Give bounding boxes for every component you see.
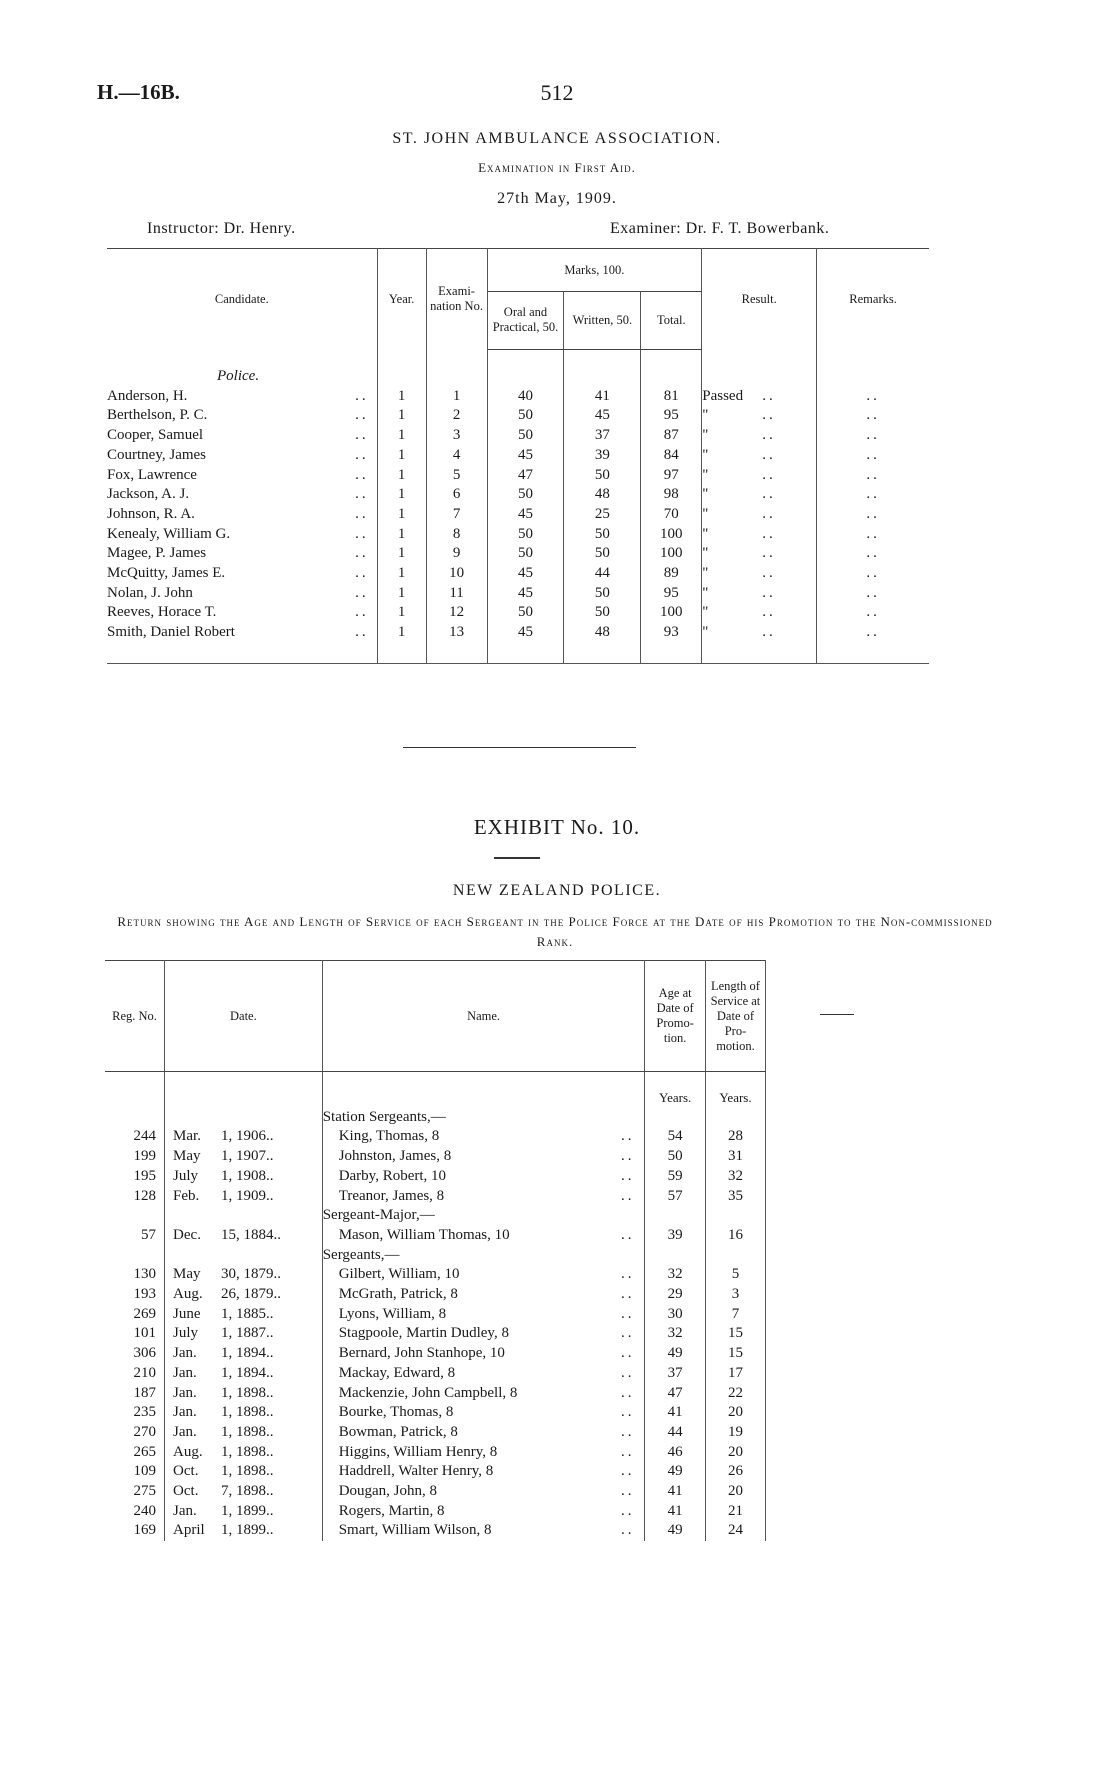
promotion-month: Dec. (173, 1226, 201, 1243)
candidate-year: 1 (377, 466, 426, 486)
sergeant-name: Treanor, James, 8 (338, 1187, 445, 1204)
sergeant-row: 109 Oct. 1, 1898.. Haddrell, Walter Henry, 8 .. 49 26 (105, 1462, 865, 1482)
age-at-promotion: 50 (645, 1147, 705, 1167)
age-at-promotion: 46 (645, 1443, 705, 1463)
sergeant-row: 199 May 1, 1907.. Johnston, James, 8 .. 50 31 (105, 1147, 865, 1167)
candidate-exam-no: 3 (426, 426, 487, 446)
reg-no: 269 (105, 1305, 165, 1325)
length-of-service: 20 (705, 1482, 765, 1502)
sergeant-name: McGrath, Patrick, 8 (338, 1286, 458, 1303)
result: " (702, 604, 709, 621)
oral-mark: 45 (487, 623, 564, 663)
candidate-name: Magee, P. James (107, 545, 207, 562)
candidate-exam-no: 2 (426, 406, 487, 426)
sergeant-row: 128 Feb. 1, 1909.. Treanor, James, 8 .. 57 35 (105, 1187, 865, 1207)
oral-mark: 45 (487, 446, 564, 466)
col-age: Age at Date of Promo-tion. (645, 961, 705, 1072)
sergeant-row: 235 Jan. 1, 1898.. Bourke, Thomas, 8 .. 41 20 (105, 1403, 865, 1423)
result: " (702, 466, 709, 483)
length-of-service: 32 (705, 1167, 765, 1187)
reg-no: 240 (105, 1502, 165, 1522)
promotion-month: May (173, 1148, 201, 1165)
written-mark: 50 (564, 544, 641, 564)
length-of-service: 15 (705, 1344, 765, 1364)
sergeant-row: 265 Aug. 1, 1898.. Higgins, William Henry, 8 .. 46 20 (105, 1443, 865, 1463)
sergeant-name: Bourke, Thomas, 8 (338, 1404, 454, 1421)
promotion-month: Oct. (173, 1463, 199, 1480)
reg-no: 199 (105, 1147, 165, 1167)
sergeant-row: 275 Oct. 7, 1898.. Dougan, John, 8 .. 41 20 (105, 1482, 865, 1502)
age-at-promotion: 37 (645, 1364, 705, 1384)
candidate-name: McQuitty, James E. (107, 565, 226, 582)
candidate-year: 1 (377, 603, 426, 623)
sergeant-row: 269 June 1, 1885.. Lyons, William, 8 .. 30 7 (105, 1305, 865, 1325)
col-remarks: Remarks. (817, 249, 929, 350)
reg-no: 101 (105, 1324, 165, 1344)
candidate-exam-no: 4 (426, 446, 487, 466)
reg-no: 193 (105, 1285, 165, 1305)
oral-mark: 40 (487, 387, 564, 407)
sergeant-row: 187 Jan. 1, 1898.. Mackenzie, John Campbell, 8 .. 47 22 (105, 1384, 865, 1404)
age-at-promotion: 54 (645, 1127, 705, 1147)
col-marks: Marks, 100. (487, 249, 702, 292)
examiner: Examiner: Dr. F. T. Bowerbank. (610, 220, 830, 237)
length-of-service: 16 (705, 1226, 765, 1246)
candidate-name: Jackson, A. J. (107, 486, 190, 503)
sergeant-row: 193 Aug. 26, 1879.. McGrath, Patrick, 8 .. 29 3 (105, 1285, 865, 1305)
length-of-service: 20 (705, 1443, 765, 1463)
age-at-promotion: 30 (645, 1305, 705, 1325)
age-at-promotion: 59 (645, 1167, 705, 1187)
oral-mark: 50 (487, 485, 564, 505)
age-at-promotion: 57 (645, 1187, 705, 1207)
sergeant-name: Smart, William Wilson, 8 (338, 1522, 492, 1539)
candidate-exam-no: 10 (426, 564, 487, 584)
reg-no: 235 (105, 1403, 165, 1423)
length-of-service: 17 (705, 1364, 765, 1384)
written-mark: 48 (564, 623, 641, 663)
promotion-day-year: 26, 1879.. (221, 1286, 282, 1303)
group-label: Station Sergeants,— (322, 1108, 645, 1128)
reg-no: 130 (105, 1265, 165, 1285)
length-of-service: 21 (705, 1502, 765, 1522)
written-mark: 50 (564, 603, 641, 623)
reg-no: 265 (105, 1443, 165, 1463)
col-date: Date. (165, 961, 323, 1072)
col-exam-no: Exami-nation No. (426, 249, 487, 350)
candidate-row: Jackson, A. J. .. 1 6 50 48 98 " .. .. (107, 485, 929, 505)
candidate-name: Reeves, Horace T. (107, 604, 217, 621)
age-at-promotion: 44 (645, 1423, 705, 1443)
col-extra (766, 961, 865, 1072)
sergeant-name: Bowman, Patrick, 8 (338, 1423, 458, 1440)
promotion-day-year: 1, 1898.. (221, 1443, 274, 1460)
result: " (702, 505, 709, 522)
col-written: Written, 50. (564, 292, 641, 350)
unit-service: Years. (705, 1072, 765, 1108)
promotion-month: June (173, 1305, 201, 1322)
promotion-month: Jan. (173, 1364, 197, 1381)
group-row (105, 1246, 865, 1266)
length-of-service: 20 (705, 1403, 765, 1423)
promotion-day-year: 1, 1906.. (221, 1128, 274, 1145)
written-mark: 37 (564, 426, 641, 446)
oral-mark: 50 (487, 525, 564, 545)
oral-mark: 45 (487, 584, 564, 604)
association-title: ST. JOHN AMBULANCE ASSOCIATION. (392, 130, 722, 147)
extra-column-dash (820, 1014, 854, 1015)
promotion-day-year: 1, 1898.. (221, 1423, 274, 1440)
candidate-row: Smith, Daniel Robert .. 1 13 45 48 93 " .. .. (107, 623, 929, 663)
promotion-day-year: 30, 1879.. (221, 1266, 282, 1283)
sergeant-name: Mackenzie, John Campbell, 8 (338, 1384, 518, 1401)
length-of-service: 5 (705, 1265, 765, 1285)
candidate-row: Kenealy, William G. .. 1 8 50 50 100 " .. .. (107, 525, 929, 545)
reg-no: 244 (105, 1127, 165, 1147)
candidate-year: 1 (377, 446, 426, 466)
total-mark: 95 (641, 406, 702, 426)
return-description: Return showing the Age and Length of Service of each Sergeant in the Police Force at the Date of his Promotion to the Non-commissioned Rank. (117, 914, 993, 949)
reg-no: 169 (105, 1521, 165, 1541)
promotion-month: Jan. (173, 1423, 197, 1440)
reg-no: 270 (105, 1423, 165, 1443)
total-mark: 70 (641, 505, 702, 525)
candidate-exam-no: 9 (426, 544, 487, 564)
candidate-year: 1 (377, 584, 426, 604)
length-of-service: 24 (705, 1521, 765, 1541)
promotion-month: Mar. (173, 1128, 201, 1145)
length-of-service: 22 (705, 1384, 765, 1404)
length-of-service: 7 (705, 1305, 765, 1325)
written-mark: 39 (564, 446, 641, 466)
sergeant-name: Rogers, Martin, 8 (338, 1502, 445, 1519)
oral-mark: 50 (487, 426, 564, 446)
candidate-row: McQuitty, James E. .. 1 10 45 44 89 " .. .. (107, 564, 929, 584)
promotion-month: Feb. (173, 1187, 200, 1204)
reg-no: 109 (105, 1462, 165, 1482)
document-reference: H.—16B. (97, 80, 180, 104)
sergeant-name: Haddrell, Walter Henry, 8 (338, 1463, 494, 1480)
promotion-month: Jan. (173, 1404, 197, 1421)
age-at-promotion: 47 (645, 1384, 705, 1404)
oral-mark: 50 (487, 406, 564, 426)
promotion-day-year: 1, 1894.. (221, 1345, 274, 1362)
candidate-name: Berthelson, P. C. (107, 407, 208, 424)
candidate-row: Cooper, Samuel .. 1 3 50 37 87 " .. .. (107, 426, 929, 446)
reg-no: 57 (105, 1226, 165, 1246)
candidate-name: Courtney, James (107, 446, 207, 463)
result: " (702, 565, 709, 582)
col-year: Year. (377, 249, 426, 350)
promotion-month: May (173, 1266, 201, 1283)
candidate-exam-no: 1 (426, 387, 487, 407)
candidate-row: Fox, Lawrence .. 1 5 47 50 97 " .. .. (107, 466, 929, 486)
total-mark: 89 (641, 564, 702, 584)
candidate-year: 1 (377, 505, 426, 525)
promotion-month: July (173, 1325, 199, 1342)
sergeant-name: King, Thomas, 8 (338, 1128, 440, 1145)
result: " (702, 624, 709, 641)
candidate-year: 1 (377, 564, 426, 584)
candidate-row: Berthelson, P. C. .. 1 2 50 45 95 " .. .. (107, 406, 929, 426)
total-mark: 97 (641, 466, 702, 486)
promotion-day-year: 1, 1909.. (221, 1187, 274, 1204)
candidate-row: Johnson, R. A. .. 1 7 45 25 70 " .. .. (107, 505, 929, 525)
oral-mark: 50 (487, 603, 564, 623)
total-mark: 100 (641, 603, 702, 623)
promotion-day-year: 1, 1894.. (221, 1364, 274, 1381)
promotion-day-year: 1, 1885.. (221, 1305, 274, 1322)
age-at-promotion: 32 (645, 1265, 705, 1285)
result: Passed (702, 387, 744, 404)
result: " (702, 427, 709, 444)
candidate-row: Reeves, Horace T. .. 1 12 50 50 100 " .. .. (107, 603, 929, 623)
exam-date: 27th May, 1909. (497, 190, 617, 207)
oral-mark: 47 (487, 466, 564, 486)
result: " (702, 446, 709, 463)
promotion-month: Jan. (173, 1345, 197, 1362)
col-result: Result. (702, 249, 817, 350)
candidate-row: Nolan, J. John .. 1 11 45 50 95 " .. .. (107, 584, 929, 604)
sergeant-name: Dougan, John, 8 (338, 1483, 438, 1500)
sergeant-row: 130 May 30, 1879.. Gilbert, William, 10 .. 32 5 (105, 1265, 865, 1285)
first-aid-table (107, 248, 929, 664)
candidate-name: Fox, Lawrence (107, 466, 197, 483)
candidate-row: Anderson, H. .. 1 1 40 41 81 Passed .. .. (107, 387, 929, 407)
candidate-exam-no: 6 (426, 485, 487, 505)
section-divider (403, 747, 636, 748)
written-mark: 25 (564, 505, 641, 525)
reg-no: 128 (105, 1187, 165, 1207)
instructor: Instructor: Dr. Henry. (147, 220, 296, 237)
oral-mark: 50 (487, 544, 564, 564)
total-mark: 100 (641, 525, 702, 545)
group-row (105, 1206, 865, 1226)
sergeant-row: 210 Jan. 1, 1894.. Mackay, Edward, 8 .. 37 17 (105, 1364, 865, 1384)
reg-no: 306 (105, 1344, 165, 1364)
age-at-promotion: 49 (645, 1462, 705, 1482)
group-label (107, 349, 377, 387)
candidate-name: Anderson, H. (107, 387, 188, 404)
promotion-month: Oct. (173, 1483, 199, 1500)
result: " (702, 525, 709, 542)
total-mark: 95 (641, 584, 702, 604)
promotion-month: Jan. (173, 1502, 197, 1519)
oral-mark: 45 (487, 564, 564, 584)
candidate-row: Courtney, James .. 1 4 45 39 84 " .. .. (107, 446, 929, 466)
candidate-year: 1 (377, 525, 426, 545)
age-at-promotion: 29 (645, 1285, 705, 1305)
age-at-promotion: 49 (645, 1521, 705, 1541)
sergeant-name: Bernard, John Stanhope, 10 (338, 1345, 505, 1362)
sergeant-name: Gilbert, William, 10 (338, 1266, 460, 1283)
reg-no: 275 (105, 1482, 165, 1502)
promotion-day-year: 1, 1898.. (221, 1463, 274, 1480)
age-at-promotion: 41 (645, 1482, 705, 1502)
group-label: Sergeants,— (322, 1246, 645, 1266)
candidate-year: 1 (377, 387, 426, 407)
col-name: Name. (322, 961, 645, 1072)
promotion-day-year: 1, 1898.. (221, 1384, 274, 1401)
candidate-year: 1 (377, 426, 426, 446)
sergeant-row: 195 July 1, 1908.. Darby, Robert, 10 .. 59 32 (105, 1167, 865, 1187)
length-of-service: 19 (705, 1423, 765, 1443)
sergeant-row: 169 April 1, 1899.. Smart, William Wilson, 8 .. 49 24 (105, 1521, 865, 1541)
candidate-row: Magee, P. James .. 1 9 50 50 100 " .. .. (107, 544, 929, 564)
result: " (702, 545, 709, 562)
oral-mark: 45 (487, 505, 564, 525)
candidate-year: 1 (377, 485, 426, 505)
result: " (702, 407, 709, 424)
candidate-exam-no: 13 (426, 623, 487, 663)
written-mark: 45 (564, 406, 641, 426)
promotion-day-year: 1, 1907.. (221, 1148, 274, 1165)
total-mark: 100 (641, 544, 702, 564)
promotion-month: Aug. (173, 1286, 203, 1303)
promotion-day-year: 1, 1899.. (221, 1502, 274, 1519)
promotion-day-year: 1, 1899.. (221, 1522, 274, 1539)
sergeant-name: Lyons, William, 8 (338, 1305, 447, 1322)
age-at-promotion: 32 (645, 1324, 705, 1344)
sergeant-row: 244 Mar. 1, 1906.. King, Thomas, 8 .. 54 28 (105, 1127, 865, 1147)
promotion-day-year: 7, 1898.. (221, 1483, 274, 1500)
candidate-name: Cooper, Samuel (107, 427, 204, 444)
exhibit-title: EXHIBIT No. 10. (473, 815, 641, 839)
candidate-name: Kenealy, William G. (107, 525, 231, 542)
group-row (105, 1108, 865, 1128)
sergeants-table (105, 960, 865, 1541)
written-mark: 50 (564, 466, 641, 486)
candidate-name: Johnson, R. A. (107, 505, 195, 522)
candidate-exam-no: 7 (426, 505, 487, 525)
page-number: 512 (540, 80, 574, 105)
col-oral: Oral and Practical, 50. (487, 292, 564, 350)
total-mark: 81 (641, 387, 702, 407)
exam-subtitle: Examination in First Aid. (478, 160, 636, 175)
reg-no: 187 (105, 1384, 165, 1404)
total-mark: 98 (641, 485, 702, 505)
length-of-service: 35 (705, 1187, 765, 1207)
sergeant-name: Darby, Robert, 10 (338, 1167, 447, 1184)
col-total: Total. (641, 292, 702, 350)
reg-no: 210 (105, 1364, 165, 1384)
sergeant-name: Stagpoole, Martin Dudley, 8 (338, 1325, 509, 1342)
length-of-service: 31 (705, 1147, 765, 1167)
promotion-day-year: 1, 1908.. (221, 1167, 274, 1184)
written-mark: 50 (564, 525, 641, 545)
result: " (702, 584, 709, 601)
promotion-month: Jan. (173, 1384, 197, 1401)
result: " (702, 486, 709, 503)
candidate-exam-no: 12 (426, 603, 487, 623)
group-police: Police. (217, 368, 260, 384)
sergeant-name: Higgins, William Henry, 8 (338, 1443, 498, 1460)
promotion-month: July (173, 1167, 199, 1184)
written-mark: 48 (564, 485, 641, 505)
organization-title: NEW ZEALAND POLICE. (452, 882, 662, 899)
length-of-service: 15 (705, 1324, 765, 1344)
promotion-month: Aug. (173, 1443, 203, 1460)
candidate-exam-no: 11 (426, 584, 487, 604)
sergeant-row: 240 Jan. 1, 1899.. Rogers, Martin, 8 .. 41 21 (105, 1502, 865, 1522)
sergeant-name: Mason, William Thomas, 10 (338, 1226, 510, 1243)
sergeant-name: Johnston, James, 8 (338, 1148, 452, 1165)
candidate-name: Nolan, J. John (107, 584, 193, 601)
length-of-service: 26 (705, 1462, 765, 1482)
age-at-promotion: 49 (645, 1344, 705, 1364)
age-at-promotion: 39 (645, 1226, 705, 1246)
length-of-service: 28 (705, 1127, 765, 1147)
col-candidate: Candidate. (107, 249, 377, 350)
total-mark: 93 (641, 623, 702, 663)
total-mark: 87 (641, 426, 702, 446)
candidate-year: 1 (377, 623, 426, 663)
length-of-service: 3 (705, 1285, 765, 1305)
title-rule (494, 857, 540, 859)
promotion-day-year: 1, 1887.. (221, 1325, 274, 1342)
reg-no: 195 (105, 1167, 165, 1187)
candidate-year: 1 (377, 544, 426, 564)
candidate-exam-no: 5 (426, 466, 487, 486)
age-at-promotion: 41 (645, 1502, 705, 1522)
candidate-exam-no: 8 (426, 525, 487, 545)
candidate-name: Smith, Daniel Robert (107, 624, 235, 641)
col-service: Length of Service at Date of Pro-motion. (705, 961, 765, 1072)
sergeant-name: Mackay, Edward, 8 (338, 1364, 456, 1381)
sergeant-row: 57 Dec. 15, 1884.. Mason, William Thomas, 10 .. 39 16 (105, 1226, 865, 1246)
written-mark: 44 (564, 564, 641, 584)
sergeant-row: 101 July 1, 1887.. Stagpoole, Martin Dudley, 8 .. 32 15 (105, 1324, 865, 1344)
total-mark: 84 (641, 446, 702, 466)
unit-age: Years. (645, 1072, 705, 1108)
col-reg-no: Reg. No. (105, 961, 165, 1072)
promotion-day-year: 15, 1884.. (221, 1226, 282, 1243)
promotion-day-year: 1, 1898.. (221, 1404, 274, 1421)
written-mark: 50 (564, 584, 641, 604)
candidate-year: 1 (377, 406, 426, 426)
sergeant-row: 306 Jan. 1, 1894.. Bernard, John Stanhope, 10 .. 49 15 (105, 1344, 865, 1364)
group-label: Sergeant-Major,— (322, 1206, 645, 1226)
promotion-month: April (173, 1522, 205, 1539)
sergeant-row: 270 Jan. 1, 1898.. Bowman, Patrick, 8 .. 44 19 (105, 1423, 865, 1443)
age-at-promotion: 41 (645, 1403, 705, 1423)
written-mark: 41 (564, 387, 641, 407)
